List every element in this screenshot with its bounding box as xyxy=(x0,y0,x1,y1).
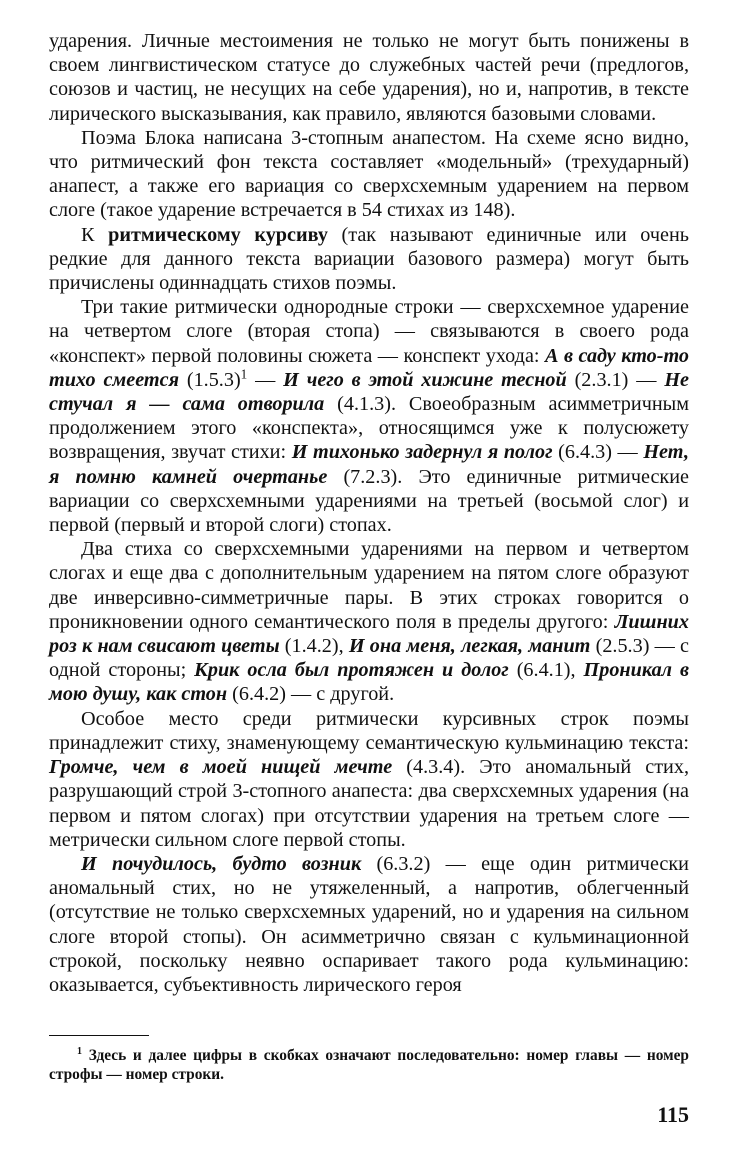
text-run: (2.3.1) — xyxy=(566,368,665,391)
term-emphasis: ритмическому курсиву xyxy=(108,223,328,246)
text-run: (4.3.4). Это аномальный стих, разрушающий строй 3-стопного анапеста: два сверхсхемных ударения (на первом и пятом слогах) при отсутствии ударения на третьем слоге — метрически сильном слоге первой стопы. xyxy=(49,756,689,851)
quoted-verse: И она меня, легкая, манит xyxy=(348,635,591,658)
text-run: Два стиха со сверхсхемными ударениями на первом и четвертом слогах и еще два с дополнительным ударением на пятом слоге образуют две инверсивно-симметричные пары. В этих строках говорится о проникновении одного семантического поля в пределы другого: xyxy=(49,538,689,633)
footnote-marker: 1 xyxy=(77,1045,82,1057)
text-run: Поэма Блока написана 3-стопным анапестом. На схеме ясно видно, что ритмический фон текста составляет «модельный» (трехударный) анапест, а также его вариация со сверхсхемным ударением на первом слоге (такое ударение встречается в 54 стихах из 148). xyxy=(49,126,689,222)
footnote xyxy=(49,1046,689,1084)
text-run: Особое место среди ритмически курсивных строк поэмы принадлежит стиху, знаменующему семантическую кульминацию текста: xyxy=(49,707,689,754)
text-run: (4.1.3). Своеобразным асимметричным продолжением этого «конспекта», относящимся уже к полусюжету возвращения, звучат стихи: xyxy=(49,393,689,464)
text-run: (6.3.2) — еще один ритмически аномальный стих, но не утяжеленный, а напротив, облегченный (отсутствие не только сверхсхемных ударений, но и ударения на сильном слоге второй стопы). Он асимметрично связан с кульминационной строкой, поскольку неявно оспаривает такого рода кульминацию: оказывается, субъективность лирического героя xyxy=(49,852,689,996)
quoted-verse: Проникал в мою душу, как стон xyxy=(49,659,690,706)
text-run: (7.2.3). Это единичные ритмические вариации со сверхсхемными ударениями на третьей (восьмой слог) и первой (первый и второй слоги) стопах. xyxy=(49,465,689,537)
main-text xyxy=(49,29,689,997)
paragraph xyxy=(49,126,689,223)
quoted-verse: А в саду кто-то тихо смеется xyxy=(49,344,689,391)
text-run: Три такие ритмически однородные строки — сверхсхемное ударение на четвертом слоге (вторая стопа) — связываются в своего рода «конспект» первой половины сюжета — конспект ухода: xyxy=(49,296,689,367)
footnote-reference: 1 xyxy=(240,366,248,382)
footnote-divider xyxy=(49,1035,149,1036)
text-run: — xyxy=(247,368,284,391)
paragraph xyxy=(49,537,689,706)
text-run: (2.5.3) — с одной стороны; xyxy=(49,635,689,682)
text-run: (так называют единичные или очень редкие для данного текста вариации базового размера) могут быть причислены одиннадцать стихов поэмы. xyxy=(49,223,689,295)
text-run: (1.4.2), xyxy=(279,635,349,658)
quoted-verse: Крик осла был протяжен и долог xyxy=(194,659,509,682)
quoted-verse: Громче, чем в моей нищей мечте xyxy=(49,756,393,779)
paragraph xyxy=(49,29,689,126)
quoted-verse: И тихонько задернул я полог xyxy=(291,441,553,464)
quoted-verse: Нет, я помню камней очертанье xyxy=(49,441,689,488)
text-run: ударения. Личные местоимения не только не могут быть понижены в своем лингвистическом статусе до служебных частей речи (предлогов, союзов и частиц, не несущих на себе ударения), но и, напротив, в тексте лирического высказывания, как правило, являются базовыми словами. xyxy=(49,30,689,125)
text-run: К xyxy=(81,223,109,246)
paragraph xyxy=(49,707,689,852)
quoted-verse: И чего в этой хижине тесной xyxy=(283,368,567,391)
text-run: (6.4.2) — с другой. xyxy=(227,683,395,706)
text-run: (1.5.3) xyxy=(178,368,241,391)
paragraph xyxy=(49,223,689,296)
footnote-text: Здесь и далее цифры в скобках означают последовательно: номер главы — номер строфы — номер строки. xyxy=(49,1047,689,1083)
paragraph xyxy=(49,852,689,997)
paragraph xyxy=(49,295,689,537)
quoted-verse: Лишних роз к нам свисают цветы xyxy=(49,610,689,658)
quoted-verse: И почудилось, будто возник xyxy=(81,852,362,875)
text-run: (6.4.3) — xyxy=(552,441,644,464)
text-run: (6.4.1), xyxy=(508,659,584,682)
quoted-verse: Не стучал я — сама отворила xyxy=(49,368,689,416)
page-number: 115 xyxy=(657,1102,689,1127)
